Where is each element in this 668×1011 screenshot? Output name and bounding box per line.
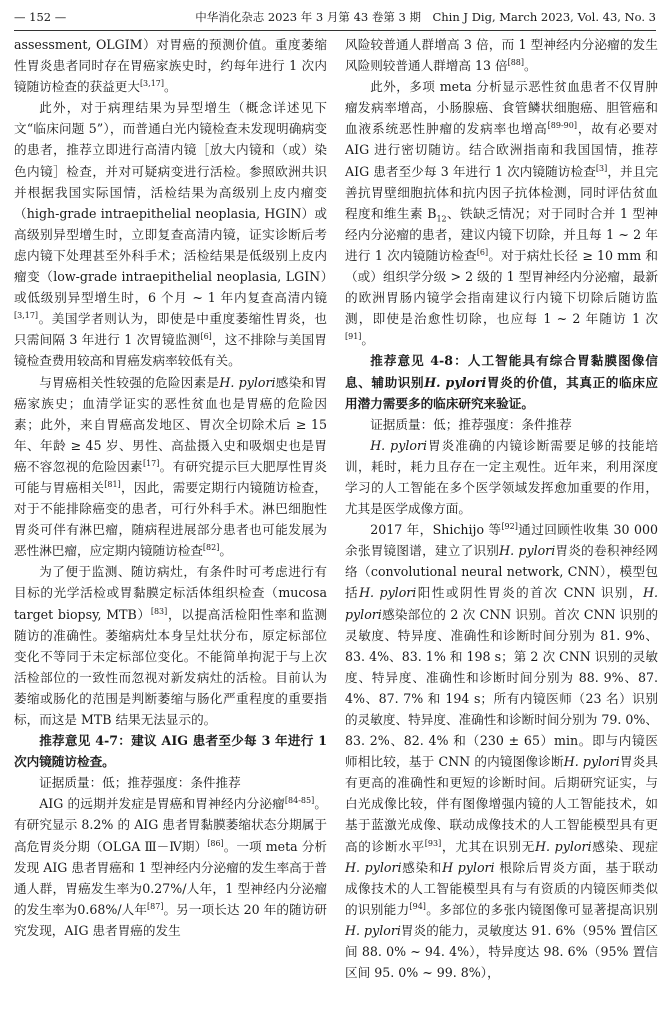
recommendation-heading-l5: 推荐意见 4-7：建议 AIG 患者至少每 3 年进行 1 次内镜随访检查。: [14, 733, 327, 770]
paragraph-r1: 风险较普通人群增高 3 倍，而 1 型神经内分泌瘤的发生风险则较普通人群增高 13 倍[88]。: [345, 37, 658, 74]
page-number: — 152 —: [14, 10, 67, 24]
paragraph-r4: 证据质量：低；推荐强度：条件推荐: [370, 416, 572, 432]
right-column: [345, 34, 658, 983]
paragraph-l7: AIG 的远期并发症是胃癌和胃神经内分泌瘤[84-85]。有研究显示 8.2% 的 AIG 患者胃黏膜萎缩状态分期属于高危胃炎分期（OLGA Ⅲ－Ⅳ期）[86]。一项 meta 分析发现 AIG 患者胃癌和 1 型神经内分泌瘤的发生率高于普通人群，胃癌发生率为0.27%/人年，1 型神经内分泌瘤的发生率为0.68%/人年[87]。另一项长达 20 年的随访研究发现，AIG 患者胃癌的发生: [14, 796, 328, 938]
journal-citation: 中华消化杂志 2023 年 3 月第 43 卷第 3 期 Chin J Dig, March 2023, Vol. 43, No. 3: [195, 10, 656, 24]
paragraph-l6: 证据质量：低；推荐强度：条件推荐: [39, 775, 241, 791]
recommendation-heading-r3: 推荐意见 4-8：人工智能具有综合胃黏膜图像信息、辅助识别H. pylori胃炎的价值，其真正的临床应用潜力需要多的临床研究来验证。: [345, 353, 659, 411]
paragraph-l3: 与胃癌相关性较强的危险因素是H. pylori感染和胃癌家族史；血清学证实的恶性贫血也是胃癌的危险因素；此外，来自胃癌高发地区、胃次全切除术后 ≥ 15 年、年龄 ≥ 45 岁、男性、高盐摄入史和吸烟史也是胃癌不容忽视的危险因素[17]。有研究提示巨大肥厚性胃炎可能与胃癌相关[81]，因此，需要定期行内镜随访检查，对于不能排除癌变的患者，可行外科手术。淋巴细胞性胃炎可伴有淋巴瘤，随病程进展部分患者也可能发展为恶性淋巴瘤，应定期内镜随访检查[82]。: [14, 374, 328, 559]
left-column: [14, 34, 327, 941]
paragraph-r5: H. pylori胃炎准确的内镜诊断需要足够的技能培训，耗时，耗力且存在一定主观性。近年来，利用深度学习的人工智能在多个医学领域发挥愈加重要的作用，尤其是医学成像方面。: [345, 437, 659, 517]
paragraph-l4: 为了便于监测、随访病灶，有条件时可考虑进行有目标的光学活检或胃黏膜定标活体组织检查（mucosa target biopsy, MTB）[83]，以提高活检阳性率和监测随访的准确性。萎缩病灶本身呈灶状分布，原定标部位变化不等同于未定标部位变化。不能简单拘泥于与上次活检部位的一致性而忽视对新发病灶的活检。目前认为萎缩或肠化的范围是判断萎缩与肠化严重程度的重要指标，而这是 MTB 结果无法显示的。: [14, 564, 327, 727]
running-header: [14, 6, 656, 28]
paragraph-l2: 此外，对于病理结果为异型增生（概念详述见下文“临床问题 5”），而普通白光内镜检查未发现明确病变的患者，推荐立即进行高清内镜［放大内镜和（或）染色内镜］检查，并对可疑病变进行活检。参照欧洲共识并根据我国实际国情，活检结果为高级别上皮内瘤变（high-grade intraepithelial neoplasia, HGIN）或高级别异型增生时，立即复查高清内镜，证实诊断后考虑内镜下处理甚至外科手术；活检结果是低级别上皮内瘤变（low-grade intraepithelial neoplasia, LGIN）或低级别异型增生时，6 个月 ~ 1 年内复查高清内镜[3,17]。美国学者则认为，即使是中重度萎缩性胃炎，也只需间隔 3 年进行 1 次胃镜监测[6]，这不排除与美国胃镜检查费用较高和胃癌发病率较低有关。: [14, 100, 327, 369]
paragraph-r6: 2017 年，Shichijo 等[92]通过回顾性收集 30 000 余张胃镜图谱，建立了识别H. pylori胃炎的卷积神经网络（convolutional neural network, CNN），模型包括H. pylori阳性或阴性胃炎的首次 CNN 识别，H. pylori感染部位的 2 次 CNN 识别。首次 CNN 识别的灵敏度、特异度、准确性和诊断时间分别为 81. 9%、83. 4%、83. 1% 和 198 s；第 2 次 CNN 识别的灵敏度、特异度、准确性和诊断时间分别为 88. 9%、87. 4%、87. 7% 和 194 s；所有内镜医师（23 名）识别的灵敏度、特异度、准确性和诊断时间分别为 79. 0%、83. 2%、82. 4% 和（230 ± 65）min。即与内镜医师相比较，基于 CNN 的内镜图像诊断H. pylori胃炎具有更高的准确性和更短的诊断时间。后期研究证实，与白光成像比较，伴有图像增强内镜的人工智能技术，如基于蓝激光成像、联动成像技术的人工智能模型具有更高的诊断水平[93]，尤其在识别无H. pylori感染、现症H. pylori感染和H pylori 根除后胃炎方面，基于联动成像技术的人工智能模型具有与有资质的内镜医师类似的识别能力[94]。多部位的多张内镜图像可显著提高识别H. pylori胃炎的能力，灵敏度达 91. 6%（95% 置信区间 88. 0% ~ 94. 4%），特异度达 98. 6%（95% 置信区间 95. 0% ~ 99. 8%），: [345, 521, 659, 981]
header-rule: [14, 30, 656, 31]
paragraph-l1: assessment, OLGIM）对胃癌的预测价值。重度萎缩性胃炎患者同时存在胃癌家族史时，约每年进行 1 次内镜随访检查的获益更大[3,17]。: [14, 37, 327, 95]
paragraph-r2: 此外，多项 meta 分析显示恶性贫血患者不仅胃肿瘤发病率增高，小肠腺癌、食管鳞状细胞癌、胆管癌和血液系统恶性肿瘤的发病率也增高[89-90]，故有必要对 AIG 进行密切随访。结合欧洲指南和我国国情，推荐 AIG 患者至少每 3 年进行 1 次内镜随访检查[3]，并且完善抗胃壁细胞抗体和抗内因子抗体检测，同时评估贫血程度和维生素 $B_{12}$、铁缺乏情况；对于同时合并 1 型神经内分泌瘤的患者，建议内镜下切除，并且每 1 ~ 2 年进行 1 次内镜随访检查[6]。对于病灶长径 ≥ 10 mm 和（或）组织学分级 > 2 级的 1 型胃神经内分泌瘤，最新的欧洲胃肠内镜学会指南建议行内镜下切除后随访监测，即使是治愈性切除，也应每 1 ~ 2 年随访 1 次[91]。: [345, 79, 659, 348]
